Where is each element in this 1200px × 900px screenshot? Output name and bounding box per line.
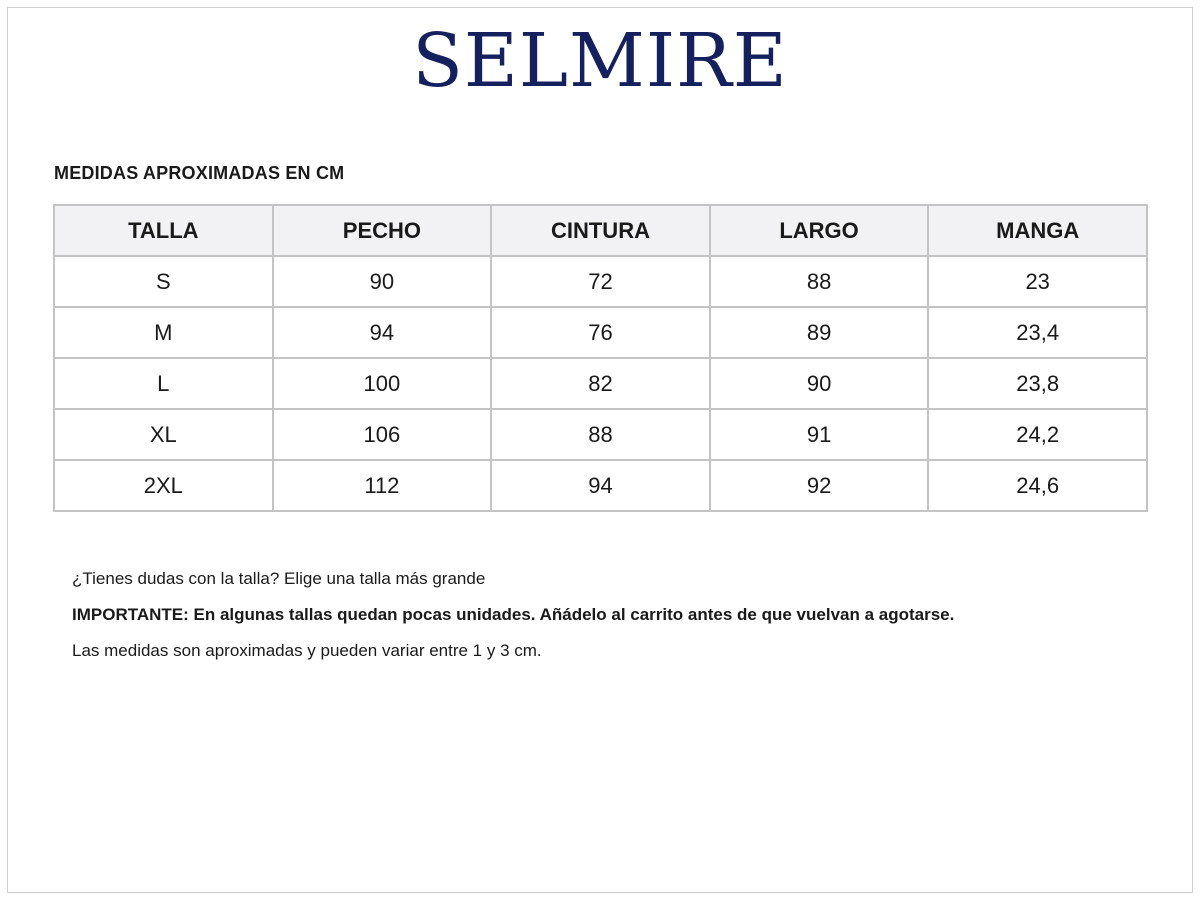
cell-talla: L [54, 358, 273, 409]
cell-manga: 23 [928, 256, 1147, 307]
cell-largo: 88 [710, 256, 929, 307]
table-header-row [54, 205, 1147, 256]
cell-talla: 2XL [54, 460, 273, 511]
cell-cintura: 72 [491, 256, 710, 307]
cell-pecho: 112 [273, 460, 492, 511]
cell-pecho: 94 [273, 307, 492, 358]
cell-cintura: 76 [491, 307, 710, 358]
cell-manga: 23,4 [928, 307, 1147, 358]
cell-talla: M [54, 307, 273, 358]
table-row [54, 460, 1147, 511]
table-row [54, 358, 1147, 409]
column-header-largo: LARGO [710, 205, 929, 256]
cell-manga: 23,8 [928, 358, 1147, 409]
cell-pecho: 106 [273, 409, 492, 460]
note-important [72, 602, 954, 638]
column-header-cintura: CINTURA [491, 205, 710, 256]
section-heading: MEDIDAS APROXIMADAS EN CM [54, 163, 345, 183]
note-important-label: IMPORTANTE: [72, 605, 189, 624]
cell-cintura: 94 [491, 460, 710, 511]
column-header-talla: TALLA [54, 205, 273, 256]
note-important-text: En algunas tallas quedan pocas unidades. Añádelo al carrito antes de que vuelvan a agotarse. [188, 605, 955, 624]
cell-manga: 24,2 [928, 409, 1147, 460]
cell-cintura: 88 [491, 409, 710, 460]
cell-largo: 90 [710, 358, 929, 409]
cell-pecho: 100 [273, 358, 492, 409]
column-header-manga: MANGA [928, 205, 1147, 256]
notes-section [72, 566, 954, 674]
cell-talla: XL [54, 409, 273, 460]
table-row [54, 409, 1147, 460]
cell-manga: 24,6 [928, 460, 1147, 511]
cell-pecho: 90 [273, 256, 492, 307]
column-header-pecho: PECHO [273, 205, 492, 256]
size-table [53, 204, 1148, 512]
cell-largo: 92 [710, 460, 929, 511]
cell-largo: 89 [710, 307, 929, 358]
cell-talla: S [54, 256, 273, 307]
cell-cintura: 82 [491, 358, 710, 409]
brand-logo: SELMIRE [412, 18, 788, 104]
note-measurement-variance: Las medidas son aproximadas y pueden variar entre 1 y 3 cm. [72, 641, 542, 660]
table-row [54, 256, 1147, 307]
table-row [54, 307, 1147, 358]
cell-largo: 91 [710, 409, 929, 460]
note-size-advice: ¿Tienes dudas con la talla? Elige una talla más grande [72, 569, 486, 588]
